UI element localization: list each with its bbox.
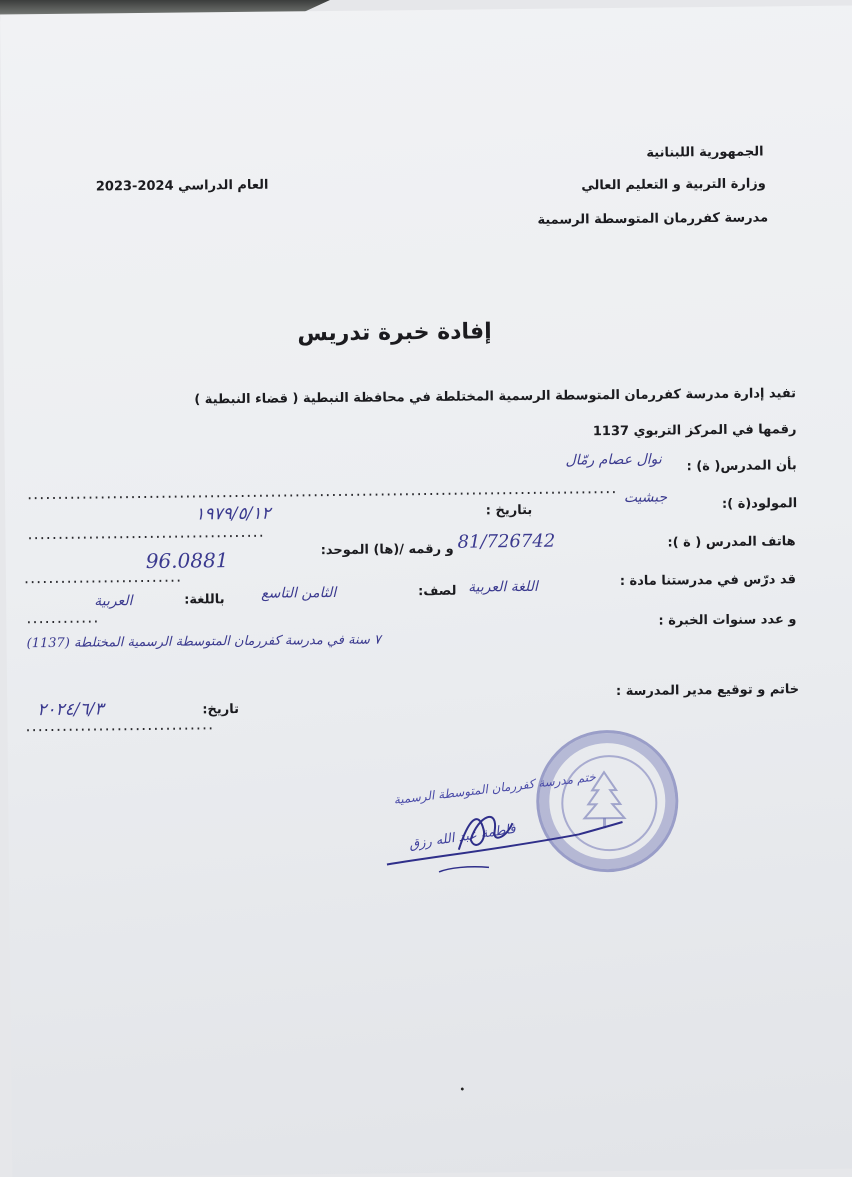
dotted-line: ............................... [25, 714, 214, 735]
birth-label: المولود(ة ): [722, 496, 797, 512]
language-label: باللغة: [184, 592, 225, 607]
principal-signature [378, 778, 639, 891]
teacher-name-value: نوال عصام رمّال [565, 452, 661, 469]
subject-value: اللغة العربية [468, 579, 538, 596]
language-value: العربية [94, 593, 132, 609]
phone-value: 81/726742 [457, 531, 555, 553]
dotted-line: .......................... [24, 567, 182, 588]
intro-line-1: تفيد إدارة مدرسة كفررمان المتوسطة الرسمية المختلطة في محافظة النبطية ( قضاء النبطية ) [194, 386, 796, 407]
academic-year: العام الدراسي 2024-2023 [96, 178, 269, 195]
ink-mark: • [459, 1085, 465, 1096]
phone-label: هاتف المدرس ( ة ): [667, 534, 795, 550]
republic-heading: الجمهورية اللبنانية [646, 144, 763, 160]
unified-number-value: 96.0881 [146, 548, 229, 573]
birth-date-value: ١٩٧٩/٥/١٢ [195, 504, 271, 525]
stamp-label: خاتم و توقيع مدير المدرسة : [616, 682, 799, 699]
date-label: تاريخ: [202, 702, 239, 717]
stamp-school-text: ختم مدرسة كفررمان المتوسطة الرسمية [393, 770, 596, 807]
school-heading: مدرسة كفررمان المتوسطة الرسمية [537, 210, 768, 227]
dotted-line: ............ [26, 607, 99, 627]
birth-date-label: بتاريخ : [486, 503, 533, 518]
page-title: إفادة خبرة تدريس [297, 319, 492, 346]
document-page [0, 6, 852, 1177]
years-value: ٧ سنة في مدرسة كفررمان المتوسطة الرسمية المختلطة (1137) [27, 633, 382, 652]
intro-line-2: رقمها في المركز التربوي 1137 [593, 422, 797, 439]
unified-number-label: و رقمه /(ها) الموحد: [321, 542, 454, 558]
class-value: الثامن التاسع [261, 585, 336, 602]
teacher-label: بأن المدرس( ة) : [687, 458, 797, 474]
taught-label: قد درّس في مدرستنا مادة : [620, 572, 796, 589]
birth-place-value: جبشيت [624, 490, 668, 506]
class-label: لصف: [418, 584, 457, 599]
dotted-line: ................................................................................................. [27, 478, 618, 503]
ministry-heading: وزارة التربية و التعليم العالي [581, 176, 766, 193]
years-label: و عدد سنوات الخبرة : [658, 612, 796, 628]
dotted-line: ....................................... [27, 522, 265, 543]
date-value: ٢٠٢٤/٦/٣ [37, 699, 103, 720]
principal-name: فاطمة عبد الله رزق [408, 822, 516, 853]
